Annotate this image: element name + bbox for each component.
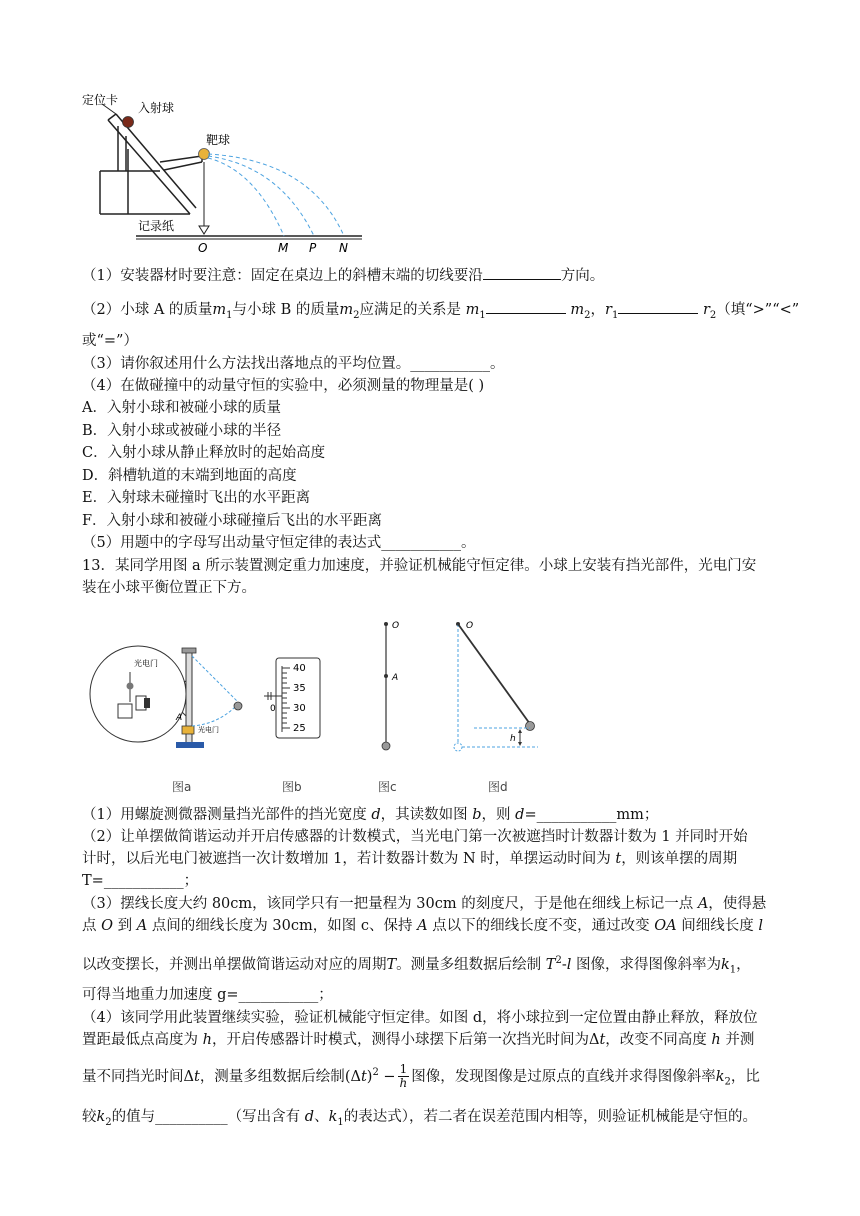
- q13-intro-2: 装在小球平衡位置正下方。: [82, 580, 256, 596]
- q12-part4: （4）在做碰撞中的动量守恒的实验中，必须测量的物理量是( ): [82, 378, 485, 394]
- q13-part3-line3: 以改变摆长，并测出单摆做简谐运动对应的周期T。测量多组数据后绘制 $T^2-l$ 图像，求得图像斜率为$k_1$，: [82, 955, 751, 976]
- micrometer-tick-40: 40: [293, 663, 306, 674]
- incident-ball: [123, 117, 134, 128]
- q13-part3-line1: （3）摆线长度大约 80cm，该同学只有一把量程为 30cm 的刻度尺，于是他在细线上标记一点 A，使得悬: [82, 896, 767, 912]
- figure-c-label-O: O: [392, 621, 400, 631]
- fraction-1-over-h: $\frac{1}{h}$: [399, 1062, 408, 1091]
- point-P-label: P: [309, 241, 317, 255]
- figure-a-label-A: A: [176, 713, 183, 723]
- figure-c-pendulum-line: [372, 618, 412, 754]
- caption-figure-b: 图b: [282, 780, 302, 794]
- q12-option-c: C．入射小球从静止释放时的起始高度: [82, 445, 326, 461]
- q13-part2-line3: T=___________；: [82, 873, 199, 889]
- q13-part4-line4: 较$k_2$的值与__________（写出含有 d、$k_1$的表达式），若二者在误差范围内相等，则验证机械能是守恒的。: [82, 1109, 757, 1128]
- q13-part4-line3: 量不同挡光时间Δt，测量多组数据后绘制$(\Delta t)^2$ − $\frac{1}{h}$ 图像，发现图像是过原点的直线并求得图像斜率$k_2$，比: [82, 1062, 760, 1091]
- target-ball-label: 靶球: [206, 133, 231, 147]
- q13-part3-line2: 点 O 到 A 点间的细线长度为 30cm，如图 c、保持 A 点以下的细线长度不变，通过改变 OA 间细线长度 l: [82, 918, 764, 934]
- figure-d-pendulum-release: [448, 618, 548, 754]
- target-ball: [199, 149, 210, 160]
- q12-option-f: F．入射小球和被碰小球碰撞后飞出的水平距离: [82, 513, 383, 529]
- answer-blank[interactable]: [486, 298, 566, 314]
- photogate-label-zoom: 光电门: [134, 659, 158, 668]
- point-N-label: N: [339, 241, 348, 255]
- q13-part2-line2: 计时，以后光电门被遮挡一次计数增加 1，若计数器计数为 N 时，单摆运动时间为 t，则该单摆的周期: [82, 851, 738, 867]
- point-M-label: M: [278, 241, 289, 255]
- q13-intro-1: 13．某同学用图 a 所示装置测定重力加速度，并验证机械能守恒定律。小球上安装有挡光部件，光电门安: [82, 558, 757, 574]
- q12-part2: （2）小球 A 的质量$m_1$与小球 B 的质量$m_2$应满足的关系是 $m_1$ $m_2$，$r_1$ $r_2$（填“>”“<”: [82, 298, 799, 327]
- record-paper-label: 记录纸: [138, 219, 175, 233]
- micrometer-tick-25: 25: [293, 723, 306, 734]
- q13-part3-line4: 可得当地重力加速度 g=___________；: [82, 987, 333, 1003]
- micrometer-tick-30: 30: [293, 703, 306, 714]
- answer-blank[interactable]: [618, 298, 698, 314]
- q13-part1: （1）用螺旋测微器测量挡光部件的挡光宽度 d，其读数如图 b，则 d=___________mm；: [82, 807, 659, 823]
- figure-a-pendulum-photogate: [88, 642, 258, 752]
- collision-apparatus-figure: [80, 86, 370, 258]
- micrometer-tick-35: 35: [293, 683, 306, 694]
- figure-d-label-O: O: [466, 621, 474, 631]
- caption-figure-d: 图d: [488, 780, 508, 794]
- caption-figure-a: 图a: [172, 780, 192, 794]
- answer-blank[interactable]: [483, 264, 561, 280]
- q13-part2-line1: （2）让单摆做简谐运动并开启传感器的计数模式，当光电门第一次被遮挡时计数器计数为 1 并同时开始: [82, 829, 748, 845]
- q12-option-d: D．斜槽轨道的末端到地面的高度: [82, 468, 297, 484]
- q13-part4-line1: （4）该同学用此装置继续实验，验证机械能守恒定律。如图 d，将小球拉到一定位置由静止释放，释放位: [82, 1010, 758, 1026]
- q13-part4-line2: 置距最低点高度为 h，开启传感器计时模式，测得小球摆下后第一次挡光时间为Δt，改变不同高度 h 并测: [82, 1032, 755, 1048]
- locator-card-label: 定位卡: [82, 93, 119, 107]
- q12-part2-cont: 或“=”）: [82, 333, 138, 349]
- q12-option-a: A．入射小球和被碰小球的质量: [82, 400, 281, 416]
- q12-option-b: B．入射小球或被碰小球的半径: [82, 423, 282, 439]
- q12-part3: （3）请你叙述用什么方法找出落地点的平均位置。___________。: [82, 356, 505, 372]
- caption-figure-c: 图c: [378, 780, 397, 794]
- figure-d-label-h: h: [510, 734, 516, 744]
- incident-ball-label: 入射球: [138, 101, 175, 115]
- q12-option-e: E．入射球未碰撞时飞出的水平距离: [82, 490, 311, 506]
- point-O-label: O: [198, 241, 208, 255]
- q12-part5: （5）用题中的字母写出动量守恒定律的表达式___________。: [82, 535, 476, 551]
- q12-part1: （1）安装器材时要注意：固定在桌边上的斜槽末端的切线要沿 方向。: [82, 264, 604, 287]
- photogate-label: 光电门: [198, 726, 219, 734]
- micrometer-zero: 0: [270, 704, 276, 714]
- figure-c-label-A: A: [392, 673, 399, 683]
- figure-b-micrometer: [262, 656, 324, 742]
